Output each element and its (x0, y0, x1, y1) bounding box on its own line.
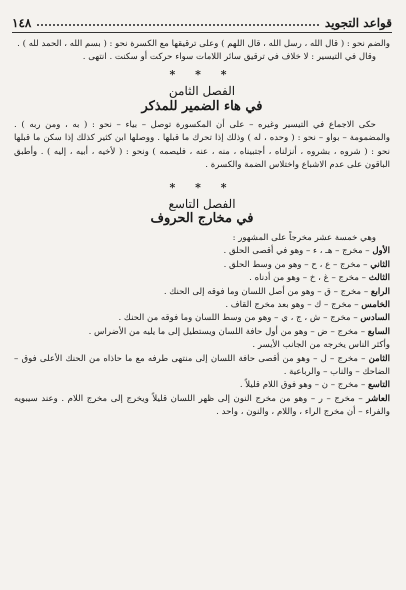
list-item (14, 259, 390, 272)
chapter9-title: في مخارج الحروف (150, 211, 254, 227)
item-text: – مخرج – ع ، ح – وهو من وسط الحلق . (223, 259, 371, 270)
list-item (14, 286, 390, 299)
item-text: – مخرج – ق – وهو من أصل اللسان وما فوقه إلى الحنك . (163, 286, 371, 297)
list-item (14, 379, 390, 392)
list-item (14, 312, 390, 325)
paragraph: وقال في التيسير : لا خلاف في ترقيق سائر اللامات سواء حركت أو سكنت . انتهى . (82, 52, 376, 63)
list-item (14, 245, 390, 258)
item-text: – مخرج – ل – وهو من أقصى حافة اللسان إلى منتهى طرفه مع ما حاذاه من الحنك الأعلى فوق – الضاحك – والناب – والرباعية . (14, 353, 390, 377)
chapter8-paragraph: حكى الاجماع في التيسير وغيره – على أن المكسورة توصل – بياء – نحو : ( به ، ومن ربه ) . والمضمومة – بواو – نحو : ( وحده ، له ) وذلك إذا تحرك ما قبلها . ووصلها ابن كثير كذلك إذا سكن ما قبلها نحو : ( شروه ، بشروه ، أنزلناه ، أجتبيناه ، منه ، عنه ، فليصمه ) ونحو : ( لأخيه ، أبيه ، إليه ) . وأطبق الباقون على عدم الاشباع واختلاس الضمة والكسرة . (14, 120, 390, 171)
item-lead: الخامس (361, 299, 390, 310)
item-text: – مخرج – غ ، خ – وهو من أدناه . (249, 273, 369, 284)
item-lead: الثالث (368, 273, 390, 284)
header-rule (12, 32, 392, 33)
item-lead: السادس (360, 313, 390, 324)
item-text: – مخرج – ن – وهو فوق اللام قليلاً . (239, 380, 368, 391)
chapter9-note: وأكثر الناس يخرجه من الجانب الأيسر . (252, 340, 390, 351)
item-lead: السابع (367, 326, 390, 337)
header-leader-dots (37, 24, 319, 26)
item-text: – مخرج – ر – وهو من مخرج النون إلى ظهر اللسان قليلاً ويخرج إلى مخرج اللام . وعند سيبويه والفراء – أن مخرج الراء ، واللام ، والنون ، واحد . (14, 393, 390, 418)
chapter8-label: الفصل الثامن (168, 84, 236, 99)
item-lead: الرابع (370, 286, 390, 297)
page-header (12, 10, 392, 30)
page-number: ١٤٨ (12, 16, 32, 30)
item-text: – مخرج – ش ، ج ، ي – وهو من وسط اللسان وما فوقه من الحنك . (118, 313, 361, 324)
list-item (14, 393, 390, 420)
item-text: – مخرج – ك – وهو بعد مخرج القاف . (225, 299, 362, 310)
list-item (14, 272, 390, 285)
chapter9-intro: وهي خمسة عشر مخرجاً على المشهور : (232, 232, 376, 243)
list-item (14, 353, 390, 380)
item-lead: الثامن (368, 353, 390, 364)
list-item (14, 299, 390, 312)
section-separator: * * * (169, 180, 235, 194)
chapter9-label: الفصل التاسع (168, 197, 236, 212)
chapter8-title: في هاء الضمير للمذكر (141, 98, 263, 114)
item-lead: الأول (372, 246, 390, 257)
item-lead: العاشر (366, 393, 390, 404)
paragraph: والضم نحو : ( قال الله ، رسل الله ، قال اللهم ) وعلى ترقيقها مع الكسرة نحو : ( بسم الله ، الحمد لله ) . (17, 39, 390, 49)
list-item (14, 326, 390, 339)
item-text: – مخرج – ض – وهو من أول حافة اللسان ويستطيل إلى ما يليه من الأضراس . (88, 326, 368, 337)
item-lead: التاسع (368, 380, 390, 391)
running-title: قواعد التجويد (324, 16, 392, 30)
section-separator: * * * (169, 67, 235, 81)
item-lead: الثاني (370, 259, 390, 270)
page-body (14, 38, 390, 420)
item-text: – مخرج – هـ ، ء – وهو في أقصى الحلق . (223, 246, 373, 257)
